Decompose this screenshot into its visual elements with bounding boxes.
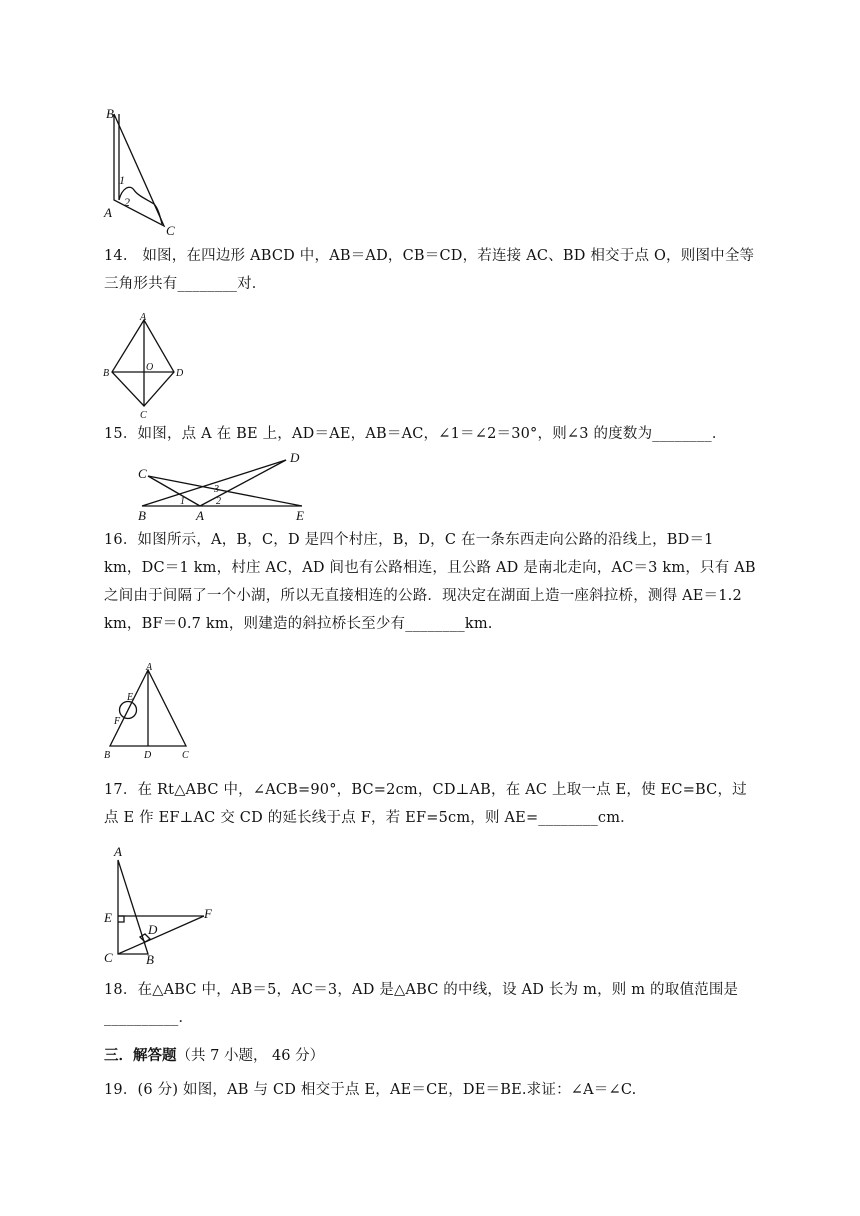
label-B: B xyxy=(138,508,146,523)
label-E: E xyxy=(296,508,304,523)
label-E: E xyxy=(104,910,112,925)
label-O: O xyxy=(146,362,154,373)
label-C: C xyxy=(140,410,147,421)
section-title: 三．解答题 xyxy=(104,1047,177,1064)
figure-q14 xyxy=(100,310,195,420)
question-18: 18．在△ABC 中，AB＝5，AC＝3，AD 是△ABC 的中线，设 AD 长为 m，则 m 的取值范围是__________． xyxy=(104,982,739,1026)
label-D: D xyxy=(290,450,300,465)
label-angle-2: 2 xyxy=(124,195,130,209)
label-A: A xyxy=(114,844,122,859)
section-note: （共 7 小题， 46 分） xyxy=(176,1048,325,1064)
label-B: B xyxy=(104,750,111,761)
section-3-heading xyxy=(104,1042,324,1070)
label-C: C xyxy=(166,223,175,238)
label-A: A xyxy=(146,662,153,673)
label-A: A xyxy=(196,508,204,523)
question-15: 15．如图，点 A 在 BE 上，AD＝AE，AB＝AC，∠1＝∠2＝30°，则∠3 的度数为________． xyxy=(104,426,727,442)
label-D: D xyxy=(176,368,184,379)
figure-q16 xyxy=(100,660,200,765)
question-14: 14. 如图，在四边形 ABCD 中，AB＝AD，CB＝CD，若连接 AC、BD 相交于点 O，则图中全等三角形共有________对． xyxy=(104,248,755,292)
label-F: F xyxy=(114,716,121,727)
figure-q13 xyxy=(96,104,186,244)
label-B: B xyxy=(146,952,154,967)
label-angle-1: 1 xyxy=(180,496,185,507)
label-B: B xyxy=(106,106,114,121)
question-16: 16．如图所示，A，B，C，D 是四个村庄，B，D，C 在一条东西走向公路的沿线上，BD＝1 km，DC＝1 km，村庄 AC，AD 间也有公路相连，且公路 AD 是南北走向，AC＝3 km，只有 AB 之间由于间隔了一个小湖，所以无直接相连的公路．现决定在湖面上造一座斜拉桥，测得 AE＝1.2 km，BF＝0.7 km，则建造的斜拉桥长至少有________km. xyxy=(104,532,756,632)
label-angle-2: 2 xyxy=(216,496,221,507)
label-D: D xyxy=(148,922,158,937)
question-17: 17．在 Rt△ABC 中，∠ACB=90°，BC=2cm，CD⊥AB，在 AC 上取一点 E，使 EC=BC，过点 E 作 EF⊥AC 交 CD 的延长线于点 F，若 EF=5cm，则 AE=________cm． xyxy=(104,782,747,826)
label-angle-1: 1 xyxy=(119,173,125,187)
label-C: C xyxy=(104,950,113,965)
label-A: A xyxy=(104,205,112,220)
label-E: E xyxy=(127,692,134,703)
figure-q17 xyxy=(100,842,220,967)
label-A: A xyxy=(140,312,147,323)
label-C: C xyxy=(182,750,189,761)
figure-q15 xyxy=(130,450,320,525)
label-C: C xyxy=(138,466,147,481)
label-D: D xyxy=(144,750,152,761)
label-B: B xyxy=(103,368,110,379)
question-19: 19．(6 分) 如图，AB 与 CD 相交于点 E，AE＝CE，DE＝BE.求证：∠A＝∠C. xyxy=(104,1082,637,1098)
label-angle-3: 3 xyxy=(214,484,219,495)
label-F: F xyxy=(204,906,212,921)
